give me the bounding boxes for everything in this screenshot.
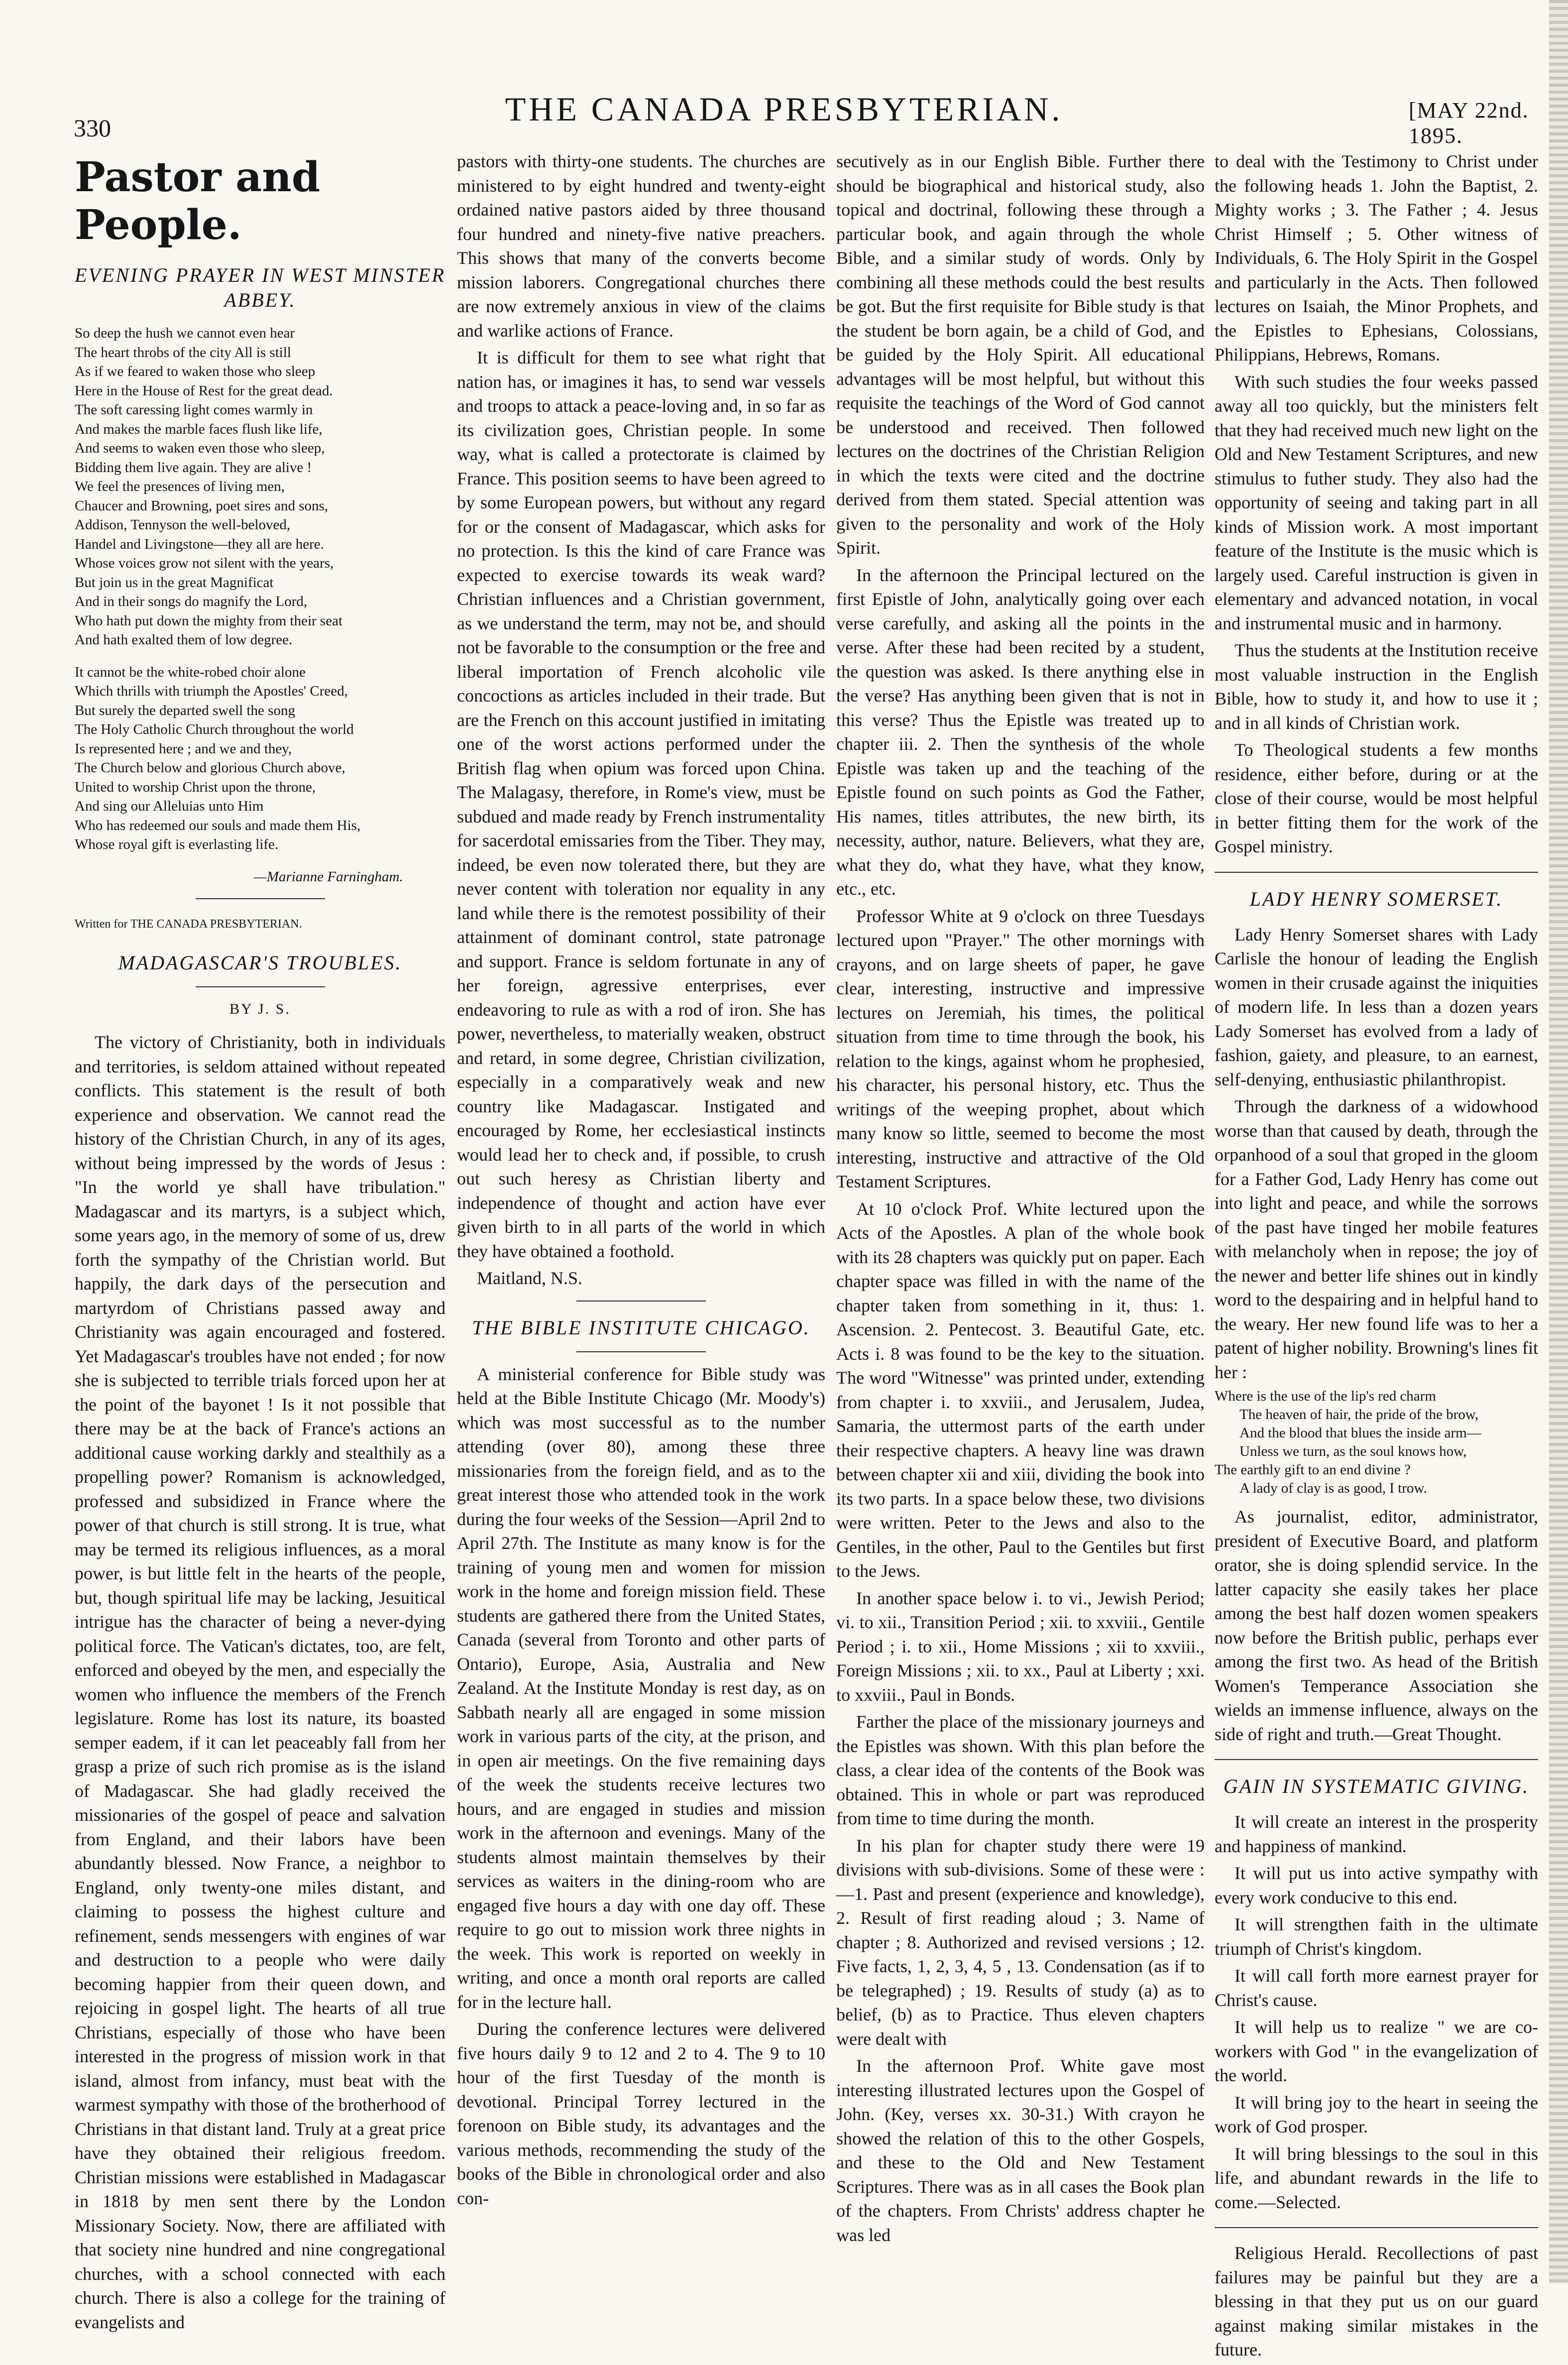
poem-line: United to worship Christ upon the throne, [75, 779, 316, 795]
paragraph: In the afternoon the Principal lectured on the first Epistle of John, analytically going over each verse carefully, and asking all the points in the verse. After these had been recited by a student, the question was asked. Is there anything else in the verse? Has anything been given that is not in this verse? Thus the Epistle was treated up to chapter iii. 2. Then the synthesis of the whole Epistle was taken up and the teaching of the Epistle found on such points as God the Father, His names, titles attributes, the new birth, its necessity, author, nature. Believers, what they are, what they do, what they have, what they know, etc., etc. [836, 565, 1205, 899]
paragraph: It will create an interest in the prosperity and happiness of mankind. [1215, 1812, 1538, 1856]
poem-line: Who hath put down the mighty from their seat [75, 612, 343, 629]
paragraph: to deal with the Testimony to Christ under the following heads 1. John the Baptist, 2. Mighty works ; 3. The Father ; 4. Jesus Christ Himself ; 5. Other witness of Individuals, 6. The Holy Spirit in the Gospel and particularly in the Acts. Then followed lectures on Isaiah, the Minor Prophets, and the Epistles to Ephesians, Colossians, Philippians, Hebrews, Romans. [1215, 151, 1538, 364]
paragraph: It will bring blessings to the soul in this life, and abundant rewards in the life to come.—Selected. [1215, 2143, 1538, 2212]
poem-line: Chaucer and Browning, poet sires and sons, [75, 497, 329, 514]
paragraph: As journalist, editor, administrator, president of Executive Board, and platform orator, she is doing splendid service. In the latter capacity she easily takes her place among the best half dozen women speakers now before the British public, perhaps ever among the first two. As head of the British Women's Temperance Association she wields an immense influence, always on the side of right and truth.—Great Thought. [1215, 1507, 1538, 1744]
paragraph: It will help us to realize " we are co-workers with God " in the evangelization of the world. [1215, 2017, 1538, 2085]
divider [196, 898, 325, 899]
paragraph: It is difficult for them to see what right that nation has, or imagines it has, to send war vessels and troops to attack a peace-loving and, in so far as its civilization goes, Christian people. In some way, what is called a protectorate is claimed by France. This position seems to have been agreed to by some European powers, but without any regard for or the consent of Madagascar, which asks for no protection. Is this the kind of care France was expected to exercise towards its weak ward? Christian influences and a Christian government, as we understand the term, may not be, and should not be favorable to the consumption or the free and liberal importation of French alcoholic vile concoctions as articles included in their trade. But are the French on this account justified in imitating one of the worst actions performed under the British flag when opium was forced upon China. The Malagasy, therefore, in Rome's view, must be subdued and made ready by French instrumentality for sacerdotal emissaries from the Tiber. They may, indeed, be even now tolerated there, but they are never content with toleration nor equality in any land while there is the remotest possibility of their attainment of dominant control, state patronage and support. France is seldom fortunate in any of her foreign, agressive enterprises, ever endeavoring to rule as with a rod of iron. She has power, nevertheless, to materially weaken, obstruct and retard, in some degree, Christian civilization, especially in a comparatively weak and new country like Madagascar. Instigated and encouraged by Rome, her ecclesiastical instincts would lead her to check and, if possible, to crush out such heresy as Christian liberty and independence of thought and action have ever given birth to in all parts of the world in which they have obtained a foothold. [457, 348, 825, 1261]
paragraph: secutively as in our English Bible. Further there should be biographical and historical study, also topical and doctrinal, following these through a particular book, and again through the whole Bible, and a similar study of words. Only by combining all these methods could the best results be got. But the first requisite for Bible study is that the student be born again, be a child of God, and be guided by the Holy Spirit. All educational advantages will be most helpful, but without this requisite the teachings of the Word of God cannot be understood and received. Then followed lectures on the doctrines of the Christian Religion in which the texts were cited and the doctrine derived from them stated. Special attention was given to the personality and work of the Holy Spirit. [836, 151, 1205, 558]
paragraph: It will put us into active sympathy with every work conducive to this end. [1215, 1863, 1538, 1907]
poem-line: Which thrills with triumph the Apostles' Creed, [75, 683, 348, 699]
paragraph: pastors with thirty-one students. The churches are ministered to by eight hundred and twenty-eight ordained native pastors aided by three thousand four hundred and ninety-five native preachers. This shows that many of the converts become mission laborers. Congregational churches there are now extremely anxious in view of the claims and warlike actions of France. [457, 151, 825, 341]
paragraph: Lady Henry Somerset shares with Lady Carlisle the honour of leading the English women in their crusade against the iniquities of modern life. In less than a dozen years Lady Somerset has evolved from a lady of fashion, gaiety, and pleasure, to an earnest, self-denying, enthusiastic philanthropist. [1215, 924, 1538, 1089]
poem-line: But surely the departed swell the song [75, 702, 295, 718]
browning-quote [1215, 1387, 1538, 1498]
poem-line: The soft caressing light comes warmly in [75, 402, 313, 418]
article-title-madagascar: MADAGASCAR'S TROUBLES. [118, 951, 402, 974]
quote-line: The earthly gift to an end divine ? [1215, 1462, 1411, 1478]
poem [75, 324, 446, 886]
poem-line: The Church below and glorious Church above, [75, 760, 345, 776]
poem-line: Addison, Tennyson the well-beloved, [75, 517, 291, 533]
paragraph: It will call forth more earnest prayer for Christ's cause. [1215, 1966, 1538, 2010]
poem-attribution: —Marianne Farningham. [254, 868, 403, 885]
quote-line: Unless we turn, as the soul knows how, [1239, 1443, 1467, 1459]
paragraph: In another space below i. to vi., Jewish Period; vi. to xii., Transition Period ; xii. to xxviii., Gentile Period ; i. to xii., Home Missions ; xii to xxviii., Foreign Missions ; xii. to xx., Paul at Liberty ; xxi. to xxviii., Paul in Bonds. [836, 1588, 1205, 1705]
divider [1215, 1759, 1538, 1760]
divider [1215, 872, 1538, 873]
poem-line: Is represented here ; and we and they, [75, 740, 292, 757]
quote-line: Where is the use of the lip's red charm [1215, 1388, 1436, 1404]
paragraph: Thus the students at the Institution receive most valuable instruction in the English Bible, how to study it, and how to use it ; and in all kinds of Christian work. [1215, 640, 1538, 733]
masthead: THE CANADA PRESBYTERIAN. [505, 90, 1063, 128]
poem-line: But join us in the great Magnificat [75, 574, 274, 591]
paragraph: In the afternoon Prof. White gave most interesting illustrated lectures upon the Gospel of John. (Key, verses xx. 30-31.) With crayon he showed the relation of this to the other Gospels, and these to the Old and New Testament Scriptures. There was as in all cases the Book plan of the chapters. From Christs' address chapter he was led [836, 2056, 1205, 2245]
poem-line: The Holy Catholic Church throughout the world [75, 721, 354, 737]
paragraph: In his plan for chapter study there were 19 divisions with sub-divisions. Some of these were :—1. Past and present (experience and knowledge), 2. Result of first reading aloud ; 3. Name of chapter ; 8. Authorized and revised versions ; 12. Five facts, 1, 2, 3, 4, 5 , 13. Condensation (as if to be telegraphed) ; 19. Results of study (a) as to belief, (b) as to Practice. Thus eleven chapters were dealt with [836, 1835, 1205, 2049]
poem-stanza-1 [75, 324, 446, 650]
poem-line: Whose voices grow not silent with the years, [75, 555, 334, 571]
paragraph: A ministerial conference for Bible study was held at the Bible Institute Chicago (Mr. Moody's) which was most successful as to the number attending (over 80), among these three missionaries from the foreign field, and as to the great interest those who attended took in the work during the four weeks of the Session—April 2nd to April 27th. The Institute as many know is for the training of young men and women for mission work in the home and foreign mission field. These students are gathered there from the United States, Canada (several from Toronto and other parts of Ontario), Europe, Asia, Australia and New Zealand. At the Institute Monday is rest day, as on Sabbath nearly all are engaged in some mission work in various parts of the city, at the prison, and in open air meetings. On the five remaining days of the week the students receive lectures two hours, and are engaged in studies and mission work in the afternoon and evenings. Many of the students almost maintain themselves by their services as waiters in the dining-room who are engaged five hours a day with one day off. These require to go out to mission work three nights in the week. This work is reported on weekly in writing, and once a month oral reports are called for in the lecture hall. [457, 1364, 825, 2012]
article-title-bible-institute: THE BIBLE INSTITUTE CHICAGO. [472, 1316, 810, 1339]
quote-line: The heaven of hair, the pride of the brow, [1239, 1407, 1479, 1422]
paragraph: At 10 o'clock Prof. White lectured upon the Acts of the Apostles. A plan of the whole book with its 28 chapters was quickly put on paper. Each chapter space was filled in with the name of the chapter taken from something in it, thus: 1. Ascension. 2. Pentecost. 3. Beautiful Gate, etc. Acts i. 8 was found to be the key to the situation. The word "Witnesse" was printed under, extending from chapter i. to xxviii., and Jerusalem, Judea, Samaria, the uttermost parts of the earth under their respective chapters. A heavy line was drawn between chapter xii and xiii, dividing the book into its two parts. In a space below these, two divisions were written. Peter to the Jews and also to the Gentiles, in the other, Paul to the Gentiles but first to the Jews. [836, 1198, 1205, 1581]
quote-line: And the blood that blues the inside arm— [1239, 1425, 1481, 1441]
poem-line: And hath exalted them of low degree. [75, 632, 293, 648]
article-title-systematic-giving: GAIN IN SYSTEMATIC GIVING. [1223, 1775, 1530, 1797]
poem-line: And in their songs do magnify the Lord, [75, 593, 308, 609]
dateline: Maitland, N.S. [477, 1268, 582, 1288]
column-3 [836, 149, 1205, 2250]
poem-line: So deep the hush we cannot even hear [75, 325, 295, 341]
divider [576, 1351, 706, 1352]
page-header [0, 0, 1568, 148]
written-for-note: Written for THE CANADA PRESBYTERIAN. [75, 918, 302, 931]
quote-line: A lady of clay is as good, I trow. [1239, 1480, 1427, 1496]
article-title-lady-henry-somerset: LADY HENRY SOMERSET. [1249, 887, 1503, 910]
divider [196, 986, 325, 987]
poem-line: As if we feared to waken those who sleep [75, 363, 316, 379]
paragraph: Professor White at 9 o'clock on three Tuesdays lectured upon "Prayer." The other mornings with crayons, and on large sheets of paper, he gave clear, interesting, instructive and impressive lectures on Jeremiah, his times, the political situation from time to time through the book, his relation to the kings, against whom he prophesied, his character, his personal history, etc. Thus the writings of the weeping prophet, about which many know so little, seemed to become the most interesting, instructive and attractive of the Old Testament Scriptures. [836, 906, 1205, 1191]
paragraph: To Theological students a few months residence, either before, during or at the close of their course, would be most helpful in better fitting them for the work of the Gospel ministry. [1215, 740, 1538, 856]
divider [1215, 2227, 1538, 2228]
issue-date: [MAY 22nd. 1895. [1409, 98, 1529, 148]
poem-line: Who has redeemed our souls and made them His, [75, 817, 361, 833]
paragraph: During the conference lectures were delivered five hours daily 9 to 12 and 2 to 4. The 9 to 10 hour of the first Tuesday of the month is devotional. Principal Torrey lectured in the forenoon on Bible study, its advantages and the various methods, recommending the study of the books of the Bible in chronological order and also con- [457, 2019, 825, 2208]
department-heading: Pastor and People. [75, 153, 321, 249]
poem-line: Bidding them live again. They are alive ! [75, 459, 312, 475]
column-4 [1215, 149, 1538, 2365]
poem-line: And sing our Alleluias unto Him [75, 798, 264, 814]
poem-stanza-2 [75, 663, 446, 854]
poem-line: It cannot be the white-robed choir alone [75, 664, 306, 680]
poem-line: Whose royal gift is everlasting life. [75, 836, 279, 852]
poem-line: Handel and Livingstone—they all are here. [75, 536, 324, 552]
paragraph: It will strengthen faith in the ultimate triumph of Christ's kingdom. [1215, 1914, 1538, 1959]
column-1 [75, 149, 446, 2337]
poem-title: EVENING PRAYER IN WEST MINSTER ABBEY. [75, 264, 446, 311]
poem-line: And seems to waken even those who sleep, [75, 440, 325, 456]
paragraph: Farther the place of the missionary journeys and the Epistles was shown. With this plan before the class, a clear idea of the contents of the Book was obtained. This in whole or part was reproduced from time to time during the month. [836, 1712, 1205, 1828]
page-number: 330 [74, 114, 111, 142]
column-2 [457, 149, 825, 2213]
paragraph: The victory of Christianity, both in individuals and territories, is seldom attained without repeated conflicts. This statement is the result of both experience and observation. We cannot read the history of the Christian Church, in any of its ages, without being impressed by the words of Jesus : "In the world ye shall have tribulation." Madagascar and its martyrs, is a subject which, some years ago, in the memory of some of us, drew forth the sympathy of the Christian world. But happily, the dark days of the persecution and martyrdom of Christians passed away and Christianity was again encouraged and fostered. Yet Madagascar's troubles have not ended ; for now she is subjected to terrible trials forced upon her at the point of the bayonet ! Is it not possible that there may be at the back of France's actions an additional cause working darkly and stealthily as a propelling power? Romanism is acknowledged, professed and subsidized in France where the power of that church is still strong. It is true, what may be termed its religious influences, as a moral power, is but little felt in the hearts of the people, but, though spiritual life may be lacking, Jesuitical intrigue has the character of being a never-dying political force. The Vatican's dictates, too, are felt, enforced and obeyed by the men, and especially the women who influence the members of the French legislature. Rome has lost its nature, its boasted semper eadem, if it can let peaceably fall from her grasp a prize of such rich promise as is the island of Madagascar. She had gladly received the missionaries of the gospel of peace and salvation from England, and their labors have been abundantly blessed. Now France, a neighbor to England, only twenty-one miles distant, and claiming to possess the highest culture and refinement, sends messengers with engines of war and destruction to a people who were daily becoming happier from their queen down, and rejoicing in gospel light. The hearts of all true Christians, especially of those who have been interested in the progress of mission work in that island, almost from infancy, must beat with the warmest sympathy with those of the brotherhood of Christians in that distant land. Truly at a great price have they obtained their religious freedom. Christian missions were established in Madagascar in 1818 by men sent there by the London Missionary Society. Now, there are affiliated with that society nine hundred and nine congregational churches, with a school connected with each church. There is also a college for the training of evangelists and [75, 1032, 446, 2332]
poem-line: And makes the marble faces flush like life, [75, 421, 323, 437]
paragraph: Through the darkness of a widowhood worse than that caused by death, through the orpanhood of a soul that groped in the gloom for a Father God, Lady Henry has come out into light and peace, and while the sorrows of the past have tinged her mobile features with melancholy when in repose; the joy of the newer and better life shines out in kindly word to the despairing and in helpful hand to the weary. Her new found life was to her a patent of higher nobility. Browning's lines fit her : [1215, 1096, 1538, 1382]
poem-line: The heart throbs of the city All is still [75, 344, 291, 360]
poem-line: We feel the presences of living men, [75, 478, 285, 494]
paragraph: With such studies the four weeks passed away all too quickly, but the ministers felt that they had received much new light on the Old and New Testament Scriptures, and new stimulus to futher study. They also had the opportunity of seeing and taking part in all kinds of Mission work. A most important feature of the Institute is the music which is largely used. Careful instruction is given in elementary and advanced notation, in vocal and instrumental music and in harmony. [1215, 371, 1538, 633]
paragraph: It will bring joy to the heart in seeing the work of God prosper. [1215, 2092, 1538, 2136]
paragraph: Religious Herald. Recollections of past failures may be painful but they are a blessing in that they put us on our guard against making similar mistakes in the future. [1215, 2243, 1538, 2360]
poem-line: Here in the House of Rest for the great dead. [75, 382, 333, 399]
byline: BY J. S. [229, 1000, 291, 1017]
page-edge-shadow [1549, 0, 1568, 2283]
